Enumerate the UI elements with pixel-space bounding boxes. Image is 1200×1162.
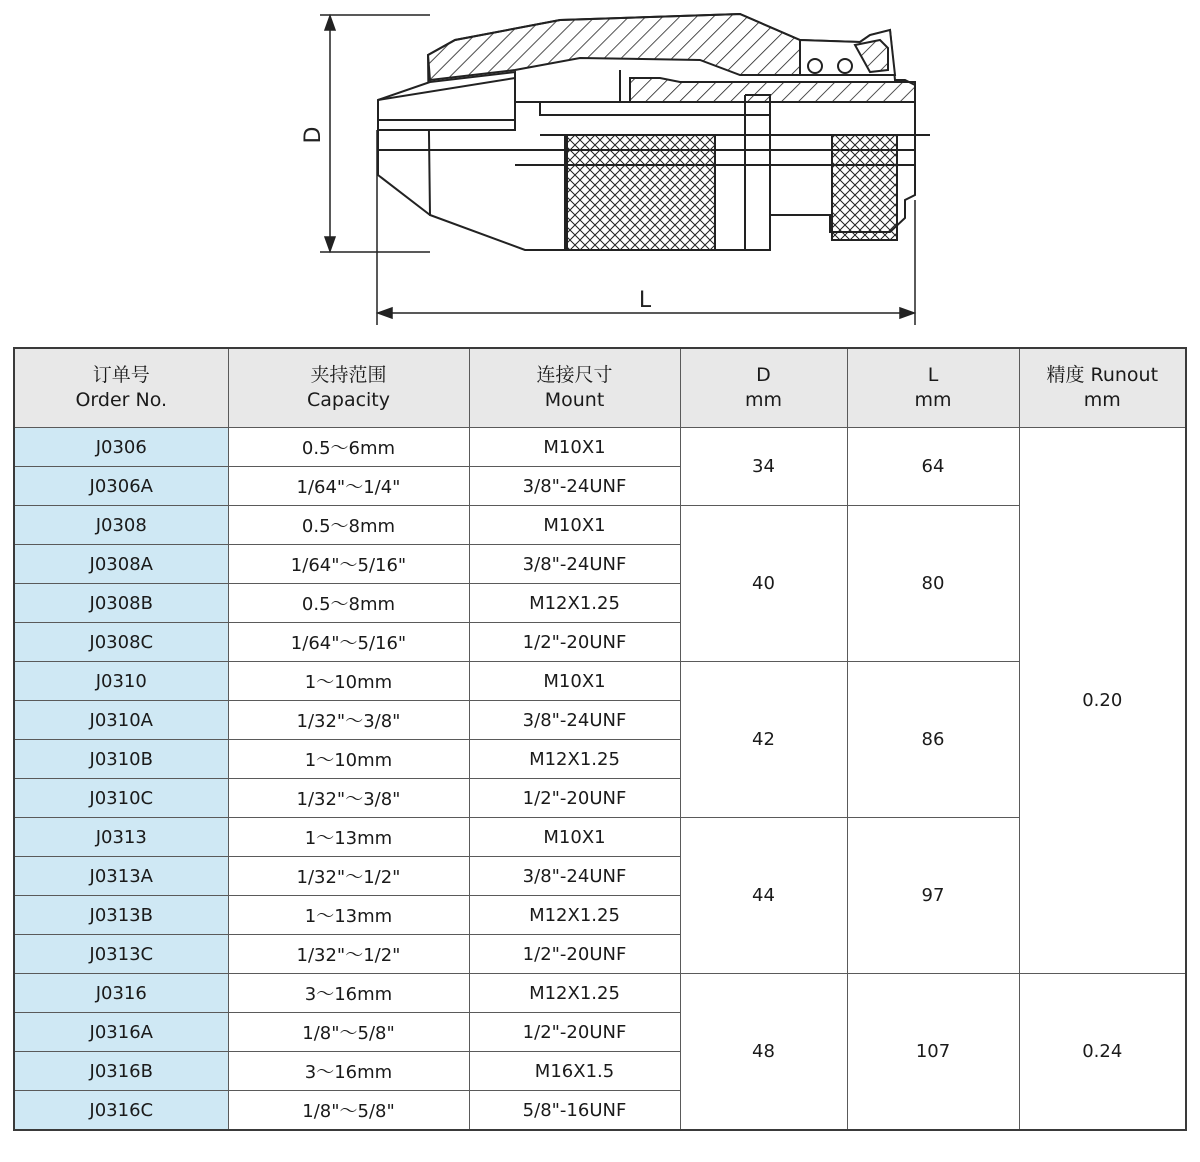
capacity-cell: 1/32"～1/2"	[228, 935, 469, 974]
d-value-cell: 48	[680, 974, 847, 1131]
mount-cell: M10X1	[469, 818, 680, 857]
mount-cell: M12X1.25	[469, 740, 680, 779]
dimension-l-label: L	[638, 288, 652, 313]
order-number-cell: J0306A	[14, 467, 228, 506]
mount-cell: 5/8"-16UNF	[469, 1091, 680, 1131]
table-row	[14, 662, 1186, 701]
header-order	[14, 348, 228, 428]
capacity-cell: 1/32"～3/8"	[228, 701, 469, 740]
order-number-cell: J0308B	[14, 584, 228, 623]
header-l	[847, 348, 1019, 428]
header-d-title: D	[756, 364, 771, 386]
capacity-cell: 1～13mm	[228, 818, 469, 857]
capacity-cell: 1～13mm	[228, 896, 469, 935]
header-mount-zh: 连接尺寸	[536, 364, 613, 386]
mount-cell: M10X1	[469, 506, 680, 545]
header-order-en: Order No.	[75, 389, 168, 411]
order-number-cell: J0313C	[14, 935, 228, 974]
mount-cell: 3/8"-24UNF	[469, 545, 680, 584]
arrow-left-icon	[378, 308, 392, 318]
header-capacity	[228, 348, 469, 428]
header-mount	[469, 348, 680, 428]
order-number-cell: J0310A	[14, 701, 228, 740]
order-number-cell: J0313B	[14, 896, 228, 935]
table-header	[14, 348, 1186, 428]
capacity-cell: 1/64"～5/16"	[228, 545, 469, 584]
capacity-cell: 1/8"～5/8"	[228, 1091, 469, 1131]
table-body	[14, 428, 1186, 1131]
mount-cell: 1/2"-20UNF	[469, 1013, 680, 1052]
order-number-cell: J0310C	[14, 779, 228, 818]
header-runout-title: 精度 Runout	[1046, 364, 1159, 386]
specification-table	[13, 347, 1187, 1131]
d-value-cell: 44	[680, 818, 847, 974]
l-value-cell: 86	[847, 662, 1019, 818]
mount-cell: M10X1	[469, 428, 680, 467]
mount-cell: 1/2"-20UNF	[469, 779, 680, 818]
chuck-cross-section-diagram	[0, 0, 1200, 340]
mount-cell: 1/2"-20UNF	[469, 935, 680, 974]
table-row	[14, 818, 1186, 857]
l-value-cell: 80	[847, 506, 1019, 662]
order-number-cell: J0308A	[14, 545, 228, 584]
order-number-cell: J0316A	[14, 1013, 228, 1052]
table-row	[14, 974, 1186, 1013]
header-capacity-en: Capacity	[306, 389, 391, 411]
d-value-cell: 34	[680, 428, 847, 506]
l-value-cell: 107	[847, 974, 1019, 1131]
order-number-cell: J0316C	[14, 1091, 228, 1131]
order-number-cell: J0308	[14, 506, 228, 545]
capacity-cell: 1/64"～5/16"	[228, 623, 469, 662]
l-value-cell: 64	[847, 428, 1019, 506]
order-number-cell: J0316	[14, 974, 228, 1013]
header-mount-en: Mount	[544, 389, 605, 411]
mount-cell: 3/8"-24UNF	[469, 467, 680, 506]
arrow-right-icon	[900, 308, 914, 318]
d-value-cell: 42	[680, 662, 847, 818]
order-number-cell: J0313A	[14, 857, 228, 896]
order-number-cell: J0308C	[14, 623, 228, 662]
header-d	[680, 348, 847, 428]
capacity-cell: 0.5～8mm	[228, 506, 469, 545]
dimension-d-label: D	[301, 126, 326, 144]
l-value-cell: 97	[847, 818, 1019, 974]
order-number-cell: J0310	[14, 662, 228, 701]
capacity-cell: 3～16mm	[228, 1052, 469, 1091]
table-row	[14, 428, 1186, 467]
header-row	[14, 348, 1186, 428]
capacity-cell: 1～10mm	[228, 740, 469, 779]
capacity-cell: 0.5～6mm	[228, 428, 469, 467]
arrow-down-icon	[325, 237, 335, 251]
table-row	[14, 506, 1186, 545]
capacity-cell: 3～16mm	[228, 974, 469, 1013]
header-l-title: L	[927, 364, 939, 386]
chuck-body	[378, 14, 930, 250]
mount-cell: M16X1.5	[469, 1052, 680, 1091]
order-number-cell: J0306	[14, 428, 228, 467]
mount-cell: M10X1	[469, 662, 680, 701]
header-runout	[1019, 348, 1186, 428]
d-value-cell: 40	[680, 506, 847, 662]
header-l-unit: mm	[914, 389, 952, 411]
capacity-cell: 1～10mm	[228, 662, 469, 701]
mount-cell: M12X1.25	[469, 896, 680, 935]
capacity-cell: 1/32"～3/8"	[228, 779, 469, 818]
capacity-cell: 1/32"～1/2"	[228, 857, 469, 896]
runout-value-cell: 0.24	[1019, 974, 1186, 1131]
order-number-cell: J0313	[14, 818, 228, 857]
mount-cell: 3/8"-24UNF	[469, 701, 680, 740]
order-number-cell: J0310B	[14, 740, 228, 779]
header-d-unit: mm	[744, 389, 783, 411]
order-number-cell: J0316B	[14, 1052, 228, 1091]
capacity-cell: 1/64"～1/4"	[228, 467, 469, 506]
mount-cell: 3/8"-24UNF	[469, 857, 680, 896]
arrow-up-icon	[325, 16, 335, 30]
header-order-zh: 订单号	[92, 364, 150, 386]
capacity-cell: 1/8"～5/8"	[228, 1013, 469, 1052]
capacity-cell: 0.5～8mm	[228, 584, 469, 623]
header-capacity-zh: 夹持范围	[310, 364, 387, 386]
header-runout-unit: mm	[1083, 389, 1121, 411]
runout-value-cell: 0.20	[1019, 428, 1186, 974]
mount-cell: M12X1.25	[469, 584, 680, 623]
mount-cell: M12X1.25	[469, 974, 680, 1013]
mount-cell: 1/2"-20UNF	[469, 623, 680, 662]
